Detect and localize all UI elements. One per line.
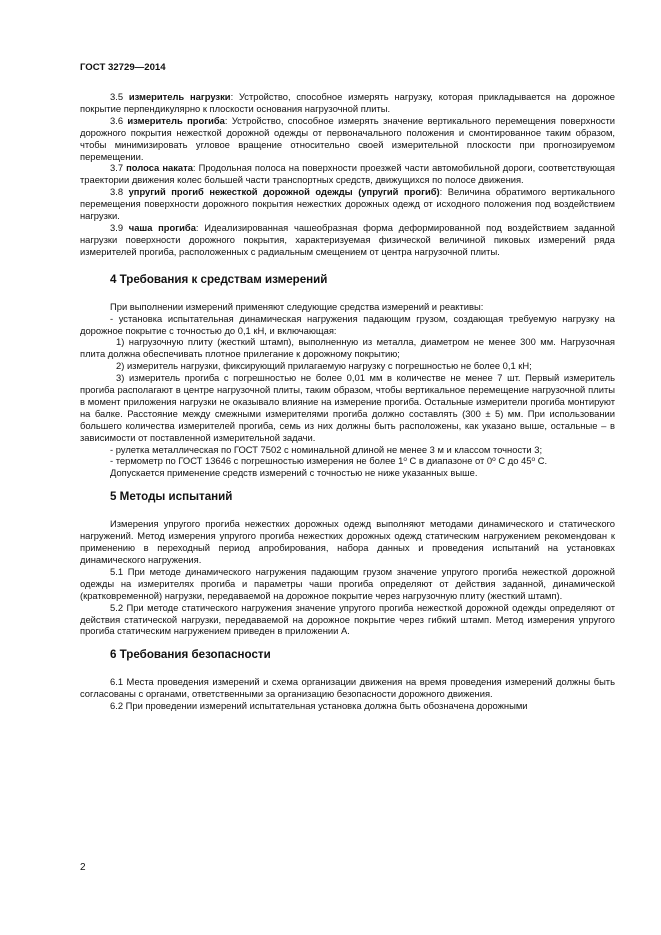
definition-term: измеритель нагрузки: [128, 91, 231, 102]
list-item-thermometer: [80, 455, 615, 467]
list-subitem-load-meter: 2) измеритель нагрузки, фиксирующий прилагаемую нагрузку с погрешностью не более 0,1 кН;: [116, 360, 532, 372]
definition-term: упругий прогиб нежесткой дорожной одежды (упругий прогиб): [128, 186, 440, 198]
section-5-paragraph: Измерения упругого прогиба нежестких дорожных одежд выполняют методами динамического и статического нагружений. Метод измерения упругого прогиба нежестких дорожных одежд статическим нагружением рекомендован к применению в переходный период апробирования, набора данных и проведения испытаний на установках динамического нагружения.: [80, 518, 615, 565]
definition-text: : Устройство, способное измерять нагрузку, которая прикладывается на дорожное покрытие перпендикулярно к плоскости основания нагрузочной плиты.: [80, 91, 616, 114]
list-item-tape: - рулетка металлическая по ГОСТ 7502 с номинальной длиной не менее 3 м и классом точности 3;: [110, 443, 543, 455]
definition-3-6: [80, 115, 615, 163]
definition-3-7: [80, 162, 615, 186]
degree-mark: о: [403, 456, 407, 464]
text-fragment: - термометр по ГОСТ 13646 с погрешностью измерения не более 1: [110, 455, 404, 467]
section-4-heading: 4 Требования к средствам измерений: [110, 272, 328, 286]
section-6-heading: 6 Требования безопасности: [110, 648, 271, 662]
text-fragment: С.: [535, 455, 548, 467]
definition-number: 3.9: [110, 221, 124, 233]
section-5-heading: 5 Методы испытаний: [110, 490, 233, 504]
definition-term: чаша прогиба: [128, 221, 196, 233]
text-fragment: С в диапазоне от 0: [406, 455, 493, 467]
section-4-note: Допускается применение средств измерений с точностью не ниже указанных выше.: [110, 467, 478, 479]
definition-text: : Идеализированная чашеобразная форма деформированной под воздействием заданной нагрузки поверхности дорожного покрытия, характеризуемая физической величиной пиковых измерений ряда измерителей прогиба, расположенных с радиальным смещением от центра нагрузочной плиты.: [80, 221, 615, 257]
definition-3-5: [80, 91, 615, 115]
definition-3-9: [80, 222, 615, 258]
definition-3-8: [80, 186, 615, 222]
definition-number: 3.6: [110, 114, 124, 126]
list-subitem-deflection-meter: 3) измеритель прогиба с погрешностью не более 0,01 мм в количестве не менее 7 шт. Первый измеритель прогиба располагают в центре нагрузочной плиты, таким образом, чтобы вертикальное перемещение нагрузочной плиты в момент приложения нагрузки не оказывало влияние на измерение прогиба. Остальные измерители прогиба монтируют на балке. Расстояние между смежными измерителями прогиба должно составлять (300 ± 5) мм. При использовании большего количества измерителей прогиба, семь из них должны быть расположены, как указано выше, остальные – в зависимости от поставленной измерительной задачи.: [80, 372, 615, 443]
definition-number: 3.7: [110, 162, 124, 174]
definition-term: измеритель прогиба: [127, 114, 225, 126]
degree-mark: о: [492, 456, 496, 464]
text-fragment: С до 45: [495, 455, 532, 467]
section-6-1-paragraph: 6.1 Места проведения измерений и схема организации движения на время проведения измерений должны быть согласованы с органами, ответственными за организацию безопасности дорожного движения.: [80, 676, 615, 700]
page-body: [80, 91, 615, 712]
page-header: ГОСТ 32729—2014: [80, 62, 166, 73]
definition-text: : Величина обратимого вертикального перемещения поверхности дорожного покрытия нежестких дорожных одежд от исходного положения под воздействием нагрузки.: [80, 186, 615, 222]
definition-term: полоса наката: [126, 162, 193, 174]
section-5-2-paragraph: 5.2 При методе статического нагружения значение упругого прогиба нежесткой дорожной одежды определяют от действия статической нагрузки, передаваемой на дорожное покрытие через гибкий штамп. Метод измерения упругого прогиба статическим нагружением приведен в приложении А.: [80, 601, 615, 637]
definition-text: : Продольная полоса на поверхности проезжей части автомобильной дороги, соответствующая траектории движения колес большей части транспортных средств, движущихся по полосе движения.: [80, 162, 615, 186]
degree-mark: о: [531, 456, 536, 464]
definition-number: 3.8: [110, 186, 124, 198]
list-item-test-rig: - установка испытательная динамическая нагружения падающим грузом, создающая требуемую нагрузку на дорожное покрытие с точностью до 0,1 кН, и включающая:: [80, 312, 615, 336]
section-4-intro: При выполнении измерений применяют следующие средства измерений и реактивы:: [110, 300, 484, 312]
list-subitem-plate: 1) нагрузочную плиту (жесткий штамп), выполненную из металла, диаметром не менее 300 мм. Нагрузочная плита должна обеспечивать плотное прилегание к дорожному покрытию;: [80, 336, 615, 360]
definition-text: : Устройство, способное измерять значение вертикального перемещения поверхности дорожного покрытия нежесткой дорожной одежды от первоначального положения и смонтированное таким образом, чтобы минимизировать угловое вращение относительно своей измерительной плоскости при прогнозируемом перемещении.: [80, 114, 616, 162]
page-number: 2: [80, 862, 86, 873]
section-6-2-paragraph: 6.2 При проведении измерений испытательная установка должна быть обозначена дорожными: [110, 700, 528, 712]
definition-number: 3.5: [110, 91, 124, 102]
section-5-1-paragraph: 5.1 При методе динамического нагружения падающим грузом значение упругого прогиба нежесткой дорожной одежды на измерителях прогиба и параметры чаши прогиба определяют от действия заданной, динамической (кратковременной) нагрузки, передаваемой на дорожное покрытие через нагрузочную плиту (жесткий штамп).: [80, 565, 615, 601]
